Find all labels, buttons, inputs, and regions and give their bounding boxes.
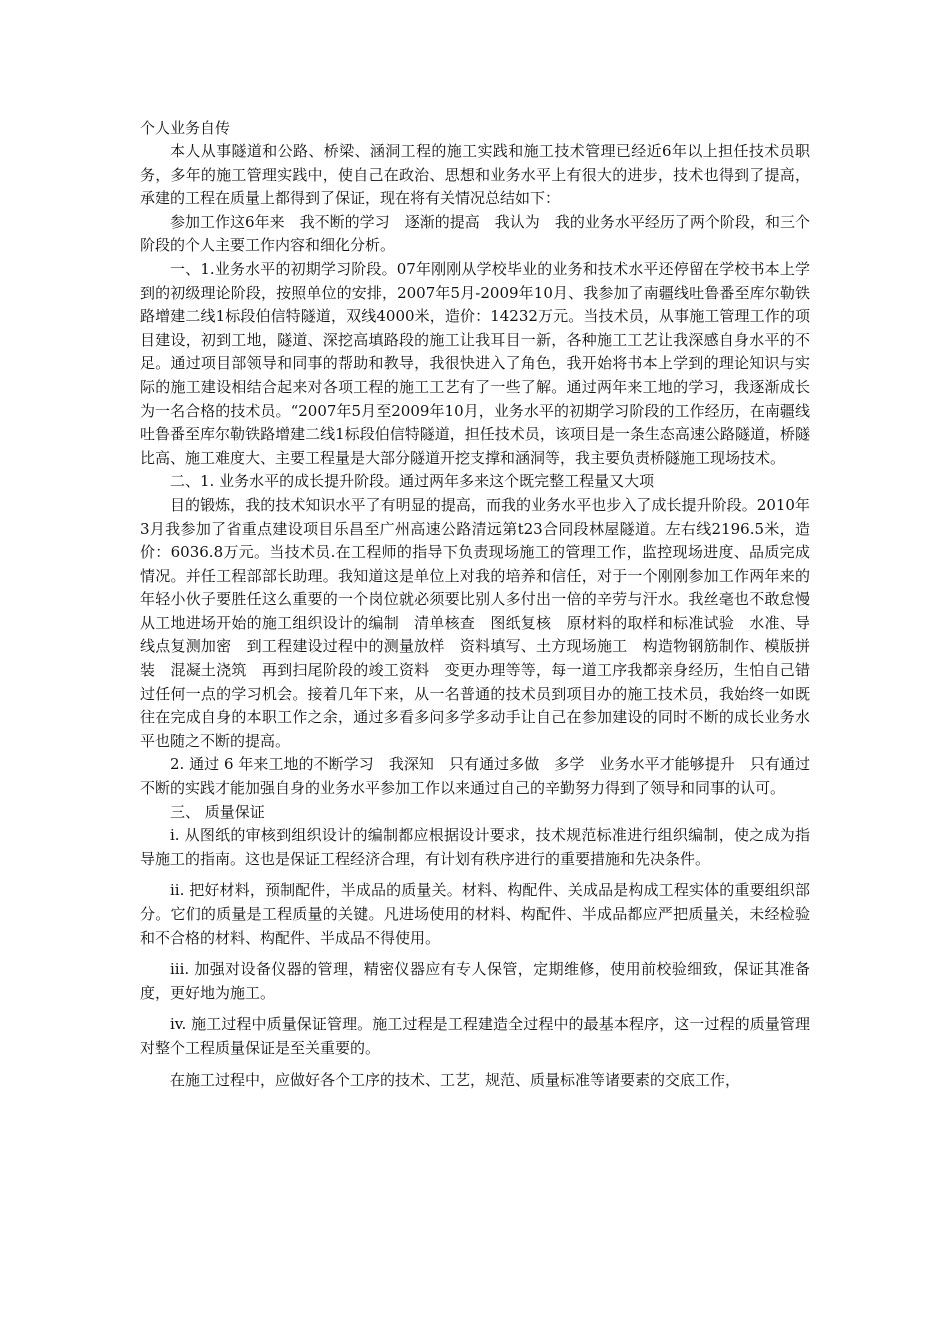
paragraph-quality-iv: iv. 施工过程中质量保证管理。施工过程是工程建造全过程中的最基本程序，这一过程的质量管理对整个工程质量保证是至关重要的。 [140,1015,810,1057]
paragraph-intro: 本人从事隧道和公路、桥梁、涵洞工程的施工实践和施工技术管理已经近6年以上担任技术员职务，多年的施工管理实践中，使自己在政治、思想和业务水平上有很大的进步，技术也得到了提高，承建的工程在质量上都得到了保证，现在将有关情况总结如下： [140,142,810,208]
paragraph-quality-ii: ii. 把好材料，预制配件，半成品的质量关。材料、构配件、关成品是构成工程实体的重要组织部分。它们的质量是工程质量的关键。凡进场使用的材料、构配件、半成品都应严把质量关，未经检验和不合格的材料、构配件、半成品不得使用。 [140,881,810,947]
document-body [140,117,826,1092]
document-title: 个人业务自传 [140,119,231,137]
paragraph-quality-i: i. 从图纸的审核到组织设计的编制都应根据设计要求，技术规范标准进行组织编制，使之成为指导施工的指南。这也是保证工程经济合理，有计划有秩序进行的重要措施和先决条件。 [140,826,810,868]
section-heading-quality: 三、 质量保证 [170,802,265,821]
paragraph-construction-process: 在施工过程中，应做好各个工序的技术、工艺，规范、质量标准等诸要素的交底工作， [170,1070,741,1089]
paragraph-stages-overview: 参加工作这6年来 我不断的学习 逐渐的提高 我认为 我的业务水平经历了两个阶段，和三个阶段的个人主要工作内容和细化分析。 [140,212,810,255]
paragraph-stage-two-summary: 2. 通过 6 年来工地的不断学习 我深知 只有通过多做 多学 业务水平才能够提升 只有通过不断的实践才能加强自身的业务水平参加工作以来通过自己的辛勤努力得到了领导和同事的认可。 [140,755,810,798]
paragraph-stage-two-heading: 二、1. 业务水平的成长提升阶段。通过两年多来这个既完整工程量又大项 [170,472,655,491]
paragraph-stage-two-body: 目的锻炼，我的技术知识水平了有明显的提高，而我的业务水平也步入了成长提升阶段。2010年3月我参加了省重点建设项目乐昌至广州高速公路清远第t23合同段林屋隧道。左右线2196.5米，造价：6036.8万元。当技术员.在工程师的指导下负责现场施工的管理工作，监控现场进度、品质完成情况。并任工程部部长助理。我知道这是单位上对我的培养和信任，对于一个刚刚参加工作两年来的年轻小伙子要胜任这么重要的一个岗位就必须要比别人多付出一倍的辛劳与汗水。我丝毫也不敢怠慢 从工地进场开始的施工组织设计的编制 清单核查 图纸复核 原材料的取样和标准试验 水准、导线点复测加密 到工程建设过程中的测量放样 资料填写、土方现场施工 构造物钢筋制作、模版拼装 混凝土浇筑 再到扫尾阶段的竣工资料 变更办理等等，每一道工序我都亲身经历，生怕自己错过任何一点的学习机会。接着几年下来，从一名普通的技术员到项目办的施工技术员，我始终一如既往在完成自身的本职工作之余，通过多看多问多学多动手让自己在参加建设的同时不断的成长业务水平也随之不断的提高。 [140,495,826,750]
paragraph-quality-iii: iii. 加强对设备仪器的管理，精密仪器应有专人保管，定期维修，使用前校验细致，保证其准备度，更好地为施工。 [140,960,810,1002]
paragraph-stage-one: 一、1.业务水平的初期学习阶段。07年刚刚从学校毕业的业务和技术水平还停留在学校书本上学到的初级理论阶段，按照单位的安排，2007年5月-2009年10月、我参加了南疆线吐鲁番至库尔勒铁路增建二线1标段伯信特隧道，双线4000米，造价：14232万元。当技术员，从事施工管理工作的项目建设，初到工地，隧道、深挖高填路段的施工让我耳目一新，各种施工工艺让我深感自身水平的不足。通过项目部领导和同事的帮助和教导，我很快进入了角色，我开始将书本上学到的理论知识与实际的施工建设相结合起来对各项工程的施工工艺有了一些了解。通过两年来工地的学习，我逐渐成长为一名合格的技术员。“2007年5月至2009年10月，业务水平的初期学习阶段的工作经历，在南疆线吐鲁番至库尔勒铁路增建二线1标段伯信特隧道，担任技术员，该项目是一条生态高速公路隧道，桥隧比高、施工难度大、主要工程量是大部分隧道开挖支撑和涵洞等，我主要负责桥隧施工现场技术。 [140,259,810,467]
